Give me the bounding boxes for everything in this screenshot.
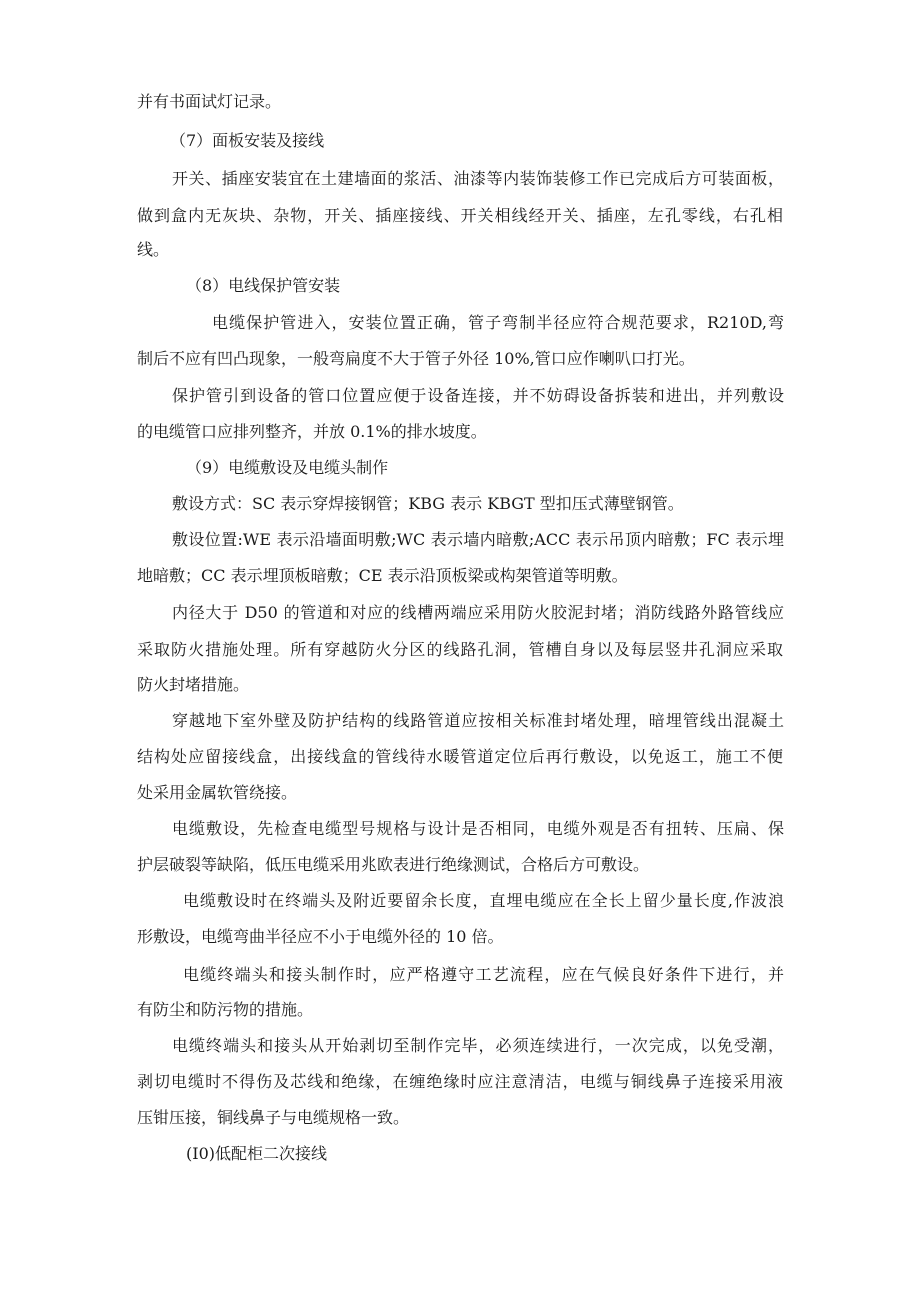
paragraph-line: 采取防火措施处理。所有穿越防火分区的线路孔洞，管槽自身以及每层竖井孔洞应采取 xyxy=(137,640,783,659)
section-heading-10: (I0)低配柜二次接线 xyxy=(186,1144,327,1163)
paragraph-line: 敷设方式：SC 表示穿焊接钢管；KBG 表示 KBGT 型扣压式薄壁钢管。 xyxy=(172,494,684,513)
paragraph-line: 护层破裂等缺陷，低压电缆采用兆欧表进行绝缘测试，合格后方可敷设。 xyxy=(137,855,650,874)
paragraph-line: 有防尘和防污物的措施。 xyxy=(137,1000,314,1019)
section-heading-8: （8）电线保护管安装 xyxy=(186,276,341,295)
paragraph-line: 剥切电缆时不得伤及芯线和绝缘，在缠绝缘时应注意清洁，电缆与铜线鼻子连接采用液 xyxy=(137,1072,783,1091)
paragraph-line: 保护管引到设备的管口位置应便于设备连接，并不妨碍设备拆装和进出，并列敷设 xyxy=(172,386,784,405)
paragraph-line: 压钳压接，铜线鼻子与电缆规格一致。 xyxy=(137,1108,410,1127)
section-heading-7: （7）面板安装及接线 xyxy=(170,131,325,150)
paragraph-line: 的电缆管口应排列整齐，并放 0.1%的排水坡度。 xyxy=(137,422,487,441)
paragraph-line: 电缆敷设时在终端头及附近要留余长度，直埋电缆应在全长上留少量长度,作波浪 xyxy=(183,891,784,910)
paragraph-line: 结构处应留接线盒，出接线盒的管线待水暖管道定位后再行敷设，以免返工，施工不便 xyxy=(137,747,783,766)
paragraph-line: 形敷设，电缆弯曲半径应不小于电缆外径的 10 倍。 xyxy=(137,927,504,946)
section-heading-9: （9）电缆敷设及电缆头制作 xyxy=(186,458,389,477)
paragraph-line: 制后不应有凹凸现象，一般弯扁度不大于管子外径 10%,管口应作喇叭口打光。 xyxy=(137,349,695,368)
paragraph-line: 内径大于 D50 的管道和对应的线槽两端应采用防火胶泥封堵；消防线路外路管线应 xyxy=(172,603,784,622)
paragraph-line: 并有书面试灯记录。 xyxy=(137,92,282,111)
paragraph-line: 处采用金属软管绕接。 xyxy=(137,783,298,802)
paragraph-line: 线。 xyxy=(137,240,170,259)
paragraph-line: 做到盒内无灰块、杂物，开关、插座接线、开关相线经开关、插座，左孔零线，右孔相 xyxy=(137,206,783,225)
paragraph-line: 电缆终端头和接头从开始剥切至制作完毕，必须连续进行，一次完成，以免受潮， xyxy=(172,1036,784,1055)
paragraph-line: 地暗敷；CC 表示埋顶板暗敷；CE 表示沿顶板梁或构架管道等明敷。 xyxy=(137,566,628,585)
paragraph-line: 电缆保护管进入，安装位置正确，管子弯制半径应符合规范要求，R210D,弯 xyxy=(212,313,784,332)
paragraph-line: 穿越地下室外壁及防护结构的线路管道应按相关标准封堵处理，暗埋管线出混凝土 xyxy=(172,711,784,730)
paragraph-line: 开关、插座安装宜在土建墙面的浆活、油漆等内装饰装修工作已完成后方可装面板， xyxy=(172,169,784,188)
paragraph-line: 电缆终端头和接头制作时，应严格遵守工艺流程，应在气候良好条件下进行，并 xyxy=(183,965,784,984)
paragraph-line: 防火封堵措施。 xyxy=(137,675,250,694)
paragraph-line: 敷设位置:WE 表示沿墙面明敷;WC 表示墙内暗敷;ACC 表示吊顶内暗敷；FC 表示埋 xyxy=(172,530,784,549)
paragraph-line: 电缆敷设，先检查电缆型号规格与设计是否相同，电缆外观是否有扭转、压扁、保 xyxy=(172,819,784,838)
